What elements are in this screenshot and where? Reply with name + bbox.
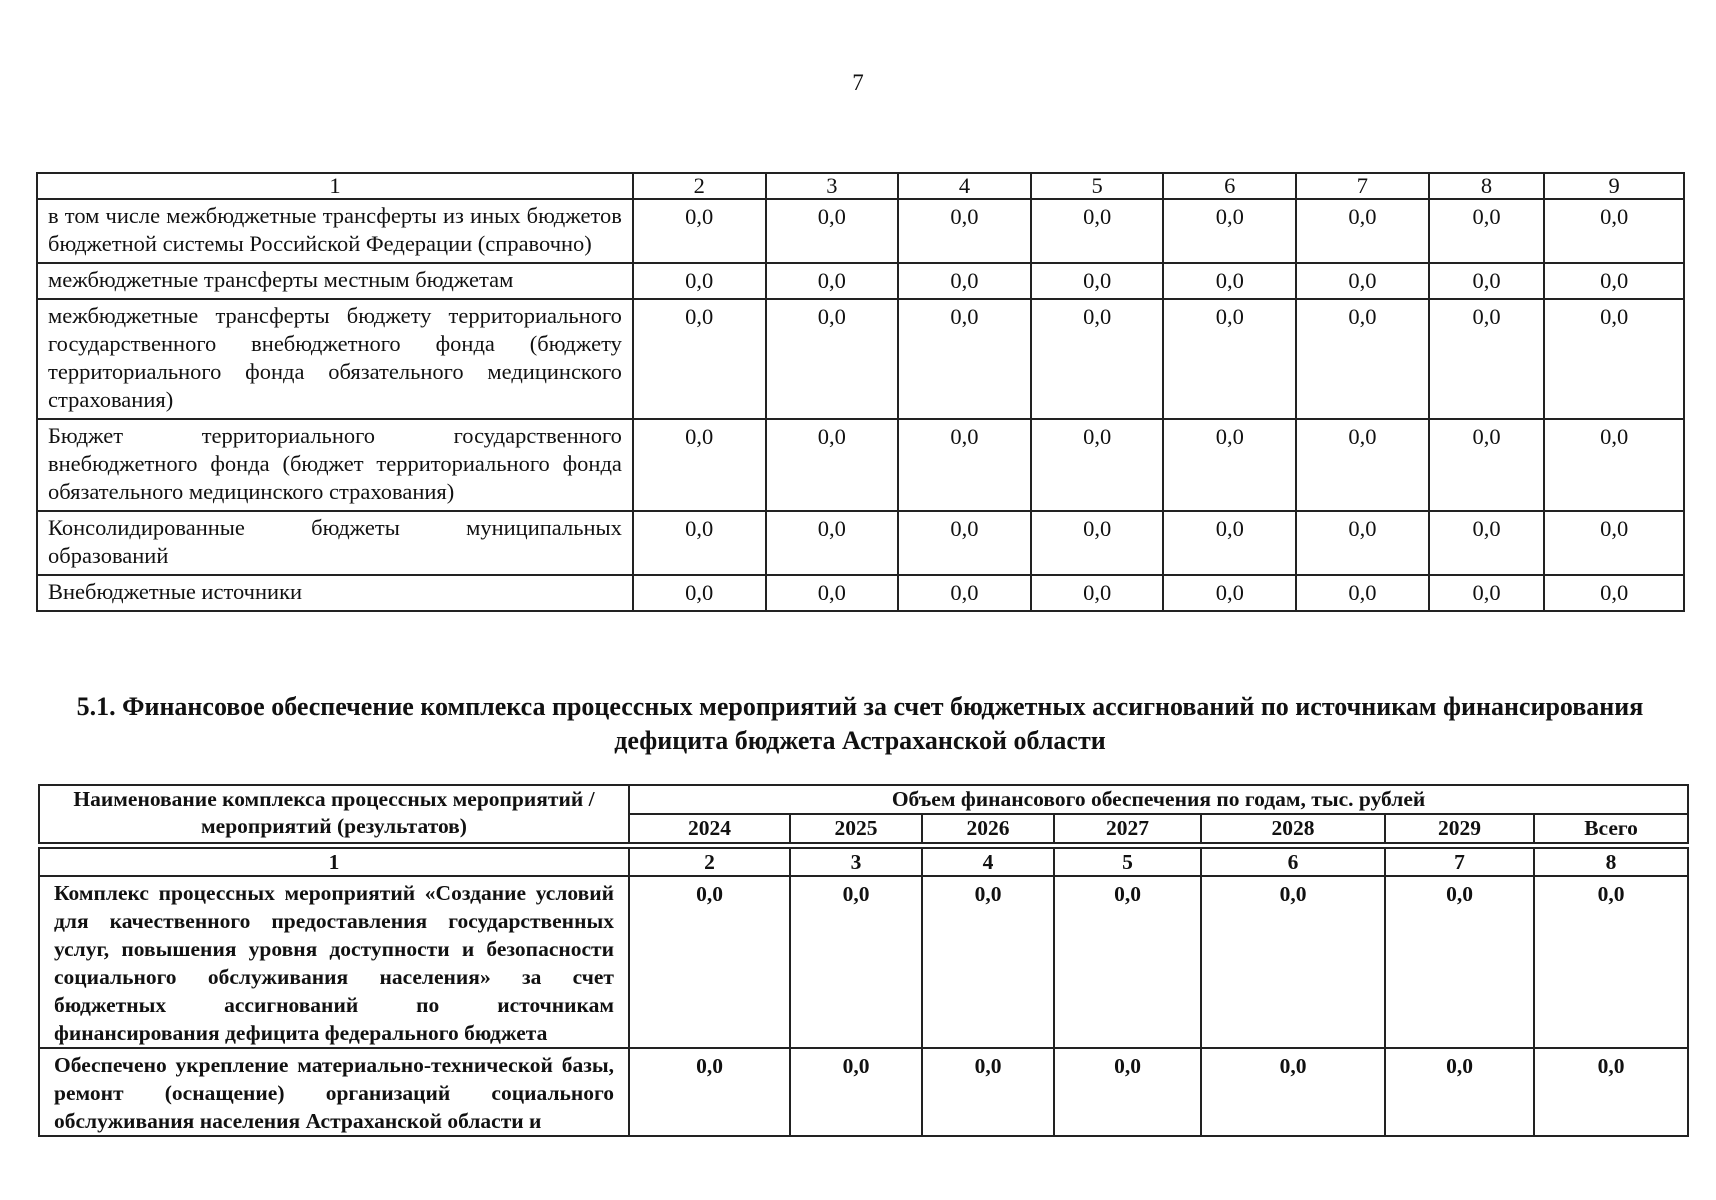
- value-cell: 0,0: [1544, 199, 1684, 263]
- value-cell: 0,0: [790, 876, 922, 1048]
- value-cell: 0,0: [898, 575, 1031, 611]
- column-number: 5: [1031, 173, 1164, 199]
- name-column-header: Наименование комплекса процессных мероприятий / мероприятий (результатов): [39, 785, 629, 843]
- value-cell: 0,0: [1296, 299, 1429, 419]
- table-row: [37, 511, 1684, 575]
- column-number: 3: [790, 848, 922, 876]
- value-cell: 0,0: [1163, 511, 1296, 575]
- column-number-row: [37, 173, 1684, 199]
- volume-header: Объем финансового обеспечения по годам, тыс. рублей: [629, 785, 1688, 814]
- value-cell: 0,0: [898, 419, 1031, 511]
- year-header: 2027: [1054, 814, 1201, 843]
- table-row: [37, 299, 1684, 419]
- value-cell: 0,0: [633, 299, 766, 419]
- year-header: 2025: [790, 814, 922, 843]
- table-row: [37, 575, 1684, 611]
- value-cell: 0,0: [1296, 511, 1429, 575]
- section-heading: 5.1. Финансовое обеспечение комплекса процессных мероприятий за счет бюджетных ассигнований по источникам финансирования дефицита бюджета Астраханской области: [76, 692, 1644, 755]
- column-number: 4: [922, 848, 1054, 876]
- column-number: 1: [37, 173, 633, 199]
- value-cell: 0,0: [1201, 876, 1385, 1048]
- row-name: Внебюджетные источники: [37, 575, 633, 611]
- row-name: Консолидированные бюджеты муниципальных образований: [37, 511, 633, 575]
- value-cell: 0,0: [898, 263, 1031, 299]
- value-cell: 0,0: [1201, 1048, 1385, 1136]
- value-cell: 0,0: [1544, 299, 1684, 419]
- column-number: 2: [633, 173, 766, 199]
- year-header: 2024: [629, 814, 790, 843]
- column-number: 4: [898, 173, 1031, 199]
- row-name: в том числе межбюджетные трансферты из иных бюджетов бюджетной системы Российской Федерации (справочно): [37, 199, 633, 263]
- value-cell: 0,0: [1163, 419, 1296, 511]
- value-cell: 0,0: [1163, 299, 1296, 419]
- value-cell: 0,0: [633, 263, 766, 299]
- value-cell: 0,0: [766, 419, 899, 511]
- column-number: 7: [1296, 173, 1429, 199]
- table-row: [37, 263, 1684, 299]
- year-header: Всего: [1534, 814, 1688, 843]
- value-cell: 0,0: [1544, 263, 1684, 299]
- financing-sources-table: [36, 172, 1685, 612]
- column-number: 9: [1544, 173, 1684, 199]
- column-number: 2: [629, 848, 790, 876]
- value-cell: 0,0: [1429, 263, 1545, 299]
- value-cell: 0,0: [1429, 419, 1545, 511]
- value-cell: 0,0: [1544, 511, 1684, 575]
- value-cell: 0,0: [1163, 575, 1296, 611]
- process-activities-financing-table: [38, 784, 1689, 1137]
- table-row: [37, 199, 1684, 263]
- value-cell: 0,0: [1296, 575, 1429, 611]
- value-cell: 0,0: [766, 199, 899, 263]
- value-cell: 0,0: [1429, 299, 1545, 419]
- value-cell: 0,0: [1031, 199, 1164, 263]
- value-cell: 0,0: [1296, 263, 1429, 299]
- row-name: Обеспечено укрепление материально-технической базы, ремонт (оснащение) организаций социального обслуживания населения Астраханской области и: [39, 1048, 629, 1136]
- value-cell: 0,0: [633, 419, 766, 511]
- column-number: 8: [1534, 848, 1688, 876]
- value-cell: 0,0: [1534, 876, 1688, 1048]
- column-number: 8: [1429, 173, 1545, 199]
- value-cell: 0,0: [1054, 1048, 1201, 1136]
- row-name: Бюджет территориального государственного внебюджетного фонда (бюджет территориального фонда обязательного медицинского страхования): [37, 419, 633, 511]
- value-cell: 0,0: [1031, 299, 1164, 419]
- value-cell: 0,0: [766, 263, 899, 299]
- table-row: [37, 419, 1684, 511]
- value-cell: 0,0: [1534, 1048, 1688, 1136]
- value-cell: 0,0: [1296, 419, 1429, 511]
- value-cell: 0,0: [1544, 419, 1684, 511]
- year-header: 2026: [922, 814, 1054, 843]
- value-cell: 0,0: [922, 876, 1054, 1048]
- value-cell: 0,0: [1031, 419, 1164, 511]
- value-cell: 0,0: [1163, 263, 1296, 299]
- table-row: [39, 1048, 1688, 1136]
- value-cell: 0,0: [898, 511, 1031, 575]
- value-cell: 0,0: [1031, 511, 1164, 575]
- row-name: межбюджетные трансферты местным бюджетам: [37, 263, 633, 299]
- value-cell: 0,0: [1031, 575, 1164, 611]
- value-cell: 0,0: [898, 199, 1031, 263]
- value-cell: 0,0: [633, 511, 766, 575]
- value-cell: 0,0: [766, 299, 899, 419]
- value-cell: 0,0: [1163, 199, 1296, 263]
- column-number-row: [39, 848, 1688, 876]
- table-row: [39, 876, 1688, 1048]
- row-name: межбюджетные трансферты бюджету территориального государственного внебюджетного фонда (бюджету территориального фонда обязательного медицинского страхования): [37, 299, 633, 419]
- value-cell: 0,0: [790, 1048, 922, 1136]
- value-cell: 0,0: [629, 876, 790, 1048]
- year-header: 2028: [1201, 814, 1385, 843]
- header-row: [39, 785, 1688, 814]
- year-header: 2029: [1385, 814, 1534, 843]
- value-cell: 0,0: [1296, 199, 1429, 263]
- value-cell: 0,0: [1429, 575, 1545, 611]
- value-cell: 0,0: [1429, 199, 1545, 263]
- value-cell: 0,0: [1054, 876, 1201, 1048]
- column-number: 3: [766, 173, 899, 199]
- value-cell: 0,0: [898, 299, 1031, 419]
- value-cell: 0,0: [1385, 876, 1534, 1048]
- value-cell: 0,0: [766, 575, 899, 611]
- column-number: 1: [39, 848, 629, 876]
- value-cell: 0,0: [766, 511, 899, 575]
- value-cell: 0,0: [922, 1048, 1054, 1136]
- value-cell: 0,0: [1544, 575, 1684, 611]
- value-cell: 0,0: [633, 199, 766, 263]
- column-number: 7: [1385, 848, 1534, 876]
- page-number: 7: [852, 70, 864, 95]
- value-cell: 0,0: [633, 575, 766, 611]
- row-name: Комплекс процессных мероприятий «Создание условий для качественного предоставления государственных услуг, повышения уровня доступности и безопасности социального обслуживания населения» за счет бюджетных ассигнований по источникам финансирования дефицита федерального бюджета: [39, 876, 629, 1048]
- column-number: 6: [1201, 848, 1385, 876]
- column-number: 6: [1163, 173, 1296, 199]
- value-cell: 0,0: [1429, 511, 1545, 575]
- value-cell: 0,0: [1385, 1048, 1534, 1136]
- value-cell: 0,0: [629, 1048, 790, 1136]
- column-number: 5: [1054, 848, 1201, 876]
- value-cell: 0,0: [1031, 263, 1164, 299]
